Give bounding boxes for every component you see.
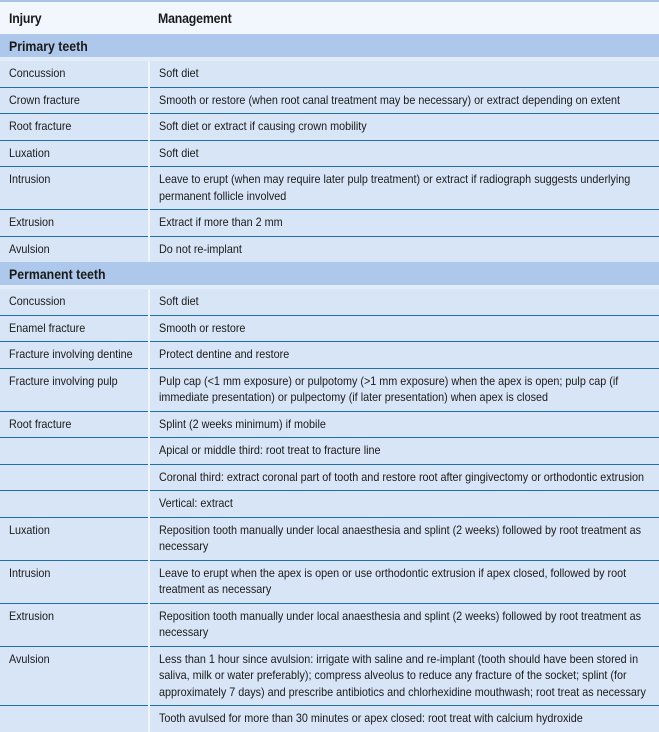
injury-cell [0,438,149,465]
injury-text: Enamel fracture [9,320,86,335]
management-cell [149,706,659,732]
management-cell [149,517,659,560]
management-cell [149,114,659,141]
management-text: Smooth or restore (when root canal treatment may be necessary) or extract depending on extent [159,92,621,107]
header-injury [0,1,149,34]
management-text: Smooth or restore [159,320,246,335]
table-row [0,464,659,491]
management-cell [149,315,659,342]
table-row [0,342,659,369]
management-cell [149,210,659,237]
injury-cell [0,210,149,237]
injury-text: Extrusion [9,608,55,623]
section-title [0,262,659,287]
injury-cell [0,315,149,342]
management-cell [149,603,659,646]
management-text: Reposition tooth manually under local anaesthesia and splint (2 weeks) followed by root treatment as necessary [159,522,642,553]
management-text: Do not re-implant [159,241,242,256]
injury-text: Concussion [9,294,66,308]
management-text: Apical or middle third: root treat to fracture line [159,443,381,457]
injury-text: Extrusion [9,215,55,229]
table-body [0,34,659,732]
injury-cell [0,646,149,706]
management-text: Extract if more than 2 mm [159,215,283,229]
management-cell [149,411,659,438]
table-row [0,517,659,560]
table-row [0,603,659,646]
table-row [0,59,659,87]
management-text: Soft diet or extract if causing crown mobility [159,119,367,133]
table-header-row [0,1,659,34]
injury-cell [0,287,149,315]
management-cell [149,59,659,87]
injury-text: Intrusion [9,565,51,580]
injury-cell [0,491,149,518]
management-cell [149,438,659,465]
injury-cell [0,87,149,114]
management-cell [149,560,659,603]
table-row [0,560,659,603]
injury-cell [0,706,149,732]
table-row [0,114,659,141]
management-text: Less than 1 hour since avulsion: irrigate with saline and re-implant (tooth should have been stored in saliva, milk or water preferably); compress alveolus to reduce any fracture of the socket; splint (for approximately 7 days) and prescribe antibiotics and chlorhexidine mouthwash; root treat as necessary [159,651,646,699]
injury-text: Concussion [9,66,66,80]
section-title-label: Permanent teeth [9,265,106,282]
table-row [0,315,659,342]
management-cell [149,646,659,706]
injury-cell [0,342,149,369]
section-title-label: Primary teeth [9,37,88,54]
management-text: Leave to erupt when the apex is open or use orthodontic extrusion if apex closed, followed by root treatment as necessary [159,565,627,596]
injury-cell [0,368,149,411]
injury-text: Luxation [9,145,50,160]
management-text: Pulp cap (<1 mm exposure) or pulpotomy (>1 mm exposure) when the apex is open; pulp cap (if immediate presentation) or pulpectomy (if later presentation) when apex is closed [159,373,619,404]
header-management [149,1,659,34]
injury-cell [0,59,149,87]
injury-text: Luxation [9,522,50,537]
table-row [0,167,659,210]
management-cell [149,491,659,518]
injury-text: Fracture involving pulp [9,373,118,388]
management-cell [149,87,659,114]
injury-text: Crown fracture [9,92,80,107]
injury-text: Avulsion [9,241,50,256]
management-text: Reposition tooth manually under local anaesthesia and splint (2 weeks) followed by root treatment as necessary [159,608,642,639]
injury-text: Root fracture [9,416,72,431]
header-injury-label: Injury [9,10,42,26]
management-text: Soft diet [159,66,199,80]
injury-cell [0,167,149,210]
table-row [0,287,659,315]
injury-cell [0,114,149,141]
header-management-label: Management [158,10,232,26]
management-text: Leave to erupt (when may require later pulp treatment) or extract if radiograph suggests underlying permanent follicle involved [159,172,631,203]
table-row [0,438,659,465]
management-cell [149,287,659,315]
table-row [0,411,659,438]
injury-cell [0,464,149,491]
injury-text: Avulsion [9,651,50,666]
table-row [0,646,659,706]
injury-cell [0,236,149,262]
injury-cell [0,603,149,646]
management-text: Coronal third: extract coronal part of tooth and restore root after gingivectomy or orthodontic extrusion [159,469,645,484]
table-row [0,491,659,518]
injury-text: Root fracture [9,119,72,133]
management-text: Vertical: extract [159,496,233,510]
table-row [0,210,659,237]
management-cell [149,464,659,491]
management-cell [149,167,659,210]
management-cell [149,342,659,369]
management-text: Soft diet [159,145,199,160]
section-title [0,34,659,59]
injury-text: Fracture involving dentine [9,347,133,361]
table-row [0,368,659,411]
injury-cell [0,560,149,603]
section-row [0,34,659,59]
management-cell [149,236,659,262]
table-row [0,236,659,262]
table-row [0,87,659,114]
management-text: Tooth avulsed for more than 30 minutes or apex closed: root treat with calcium hydroxide [159,711,583,725]
section-row [0,262,659,287]
management-cell [149,368,659,411]
management-text: Splint (2 weeks minimum) if mobile [159,416,326,431]
management-cell [149,140,659,167]
injury-text: Intrusion [9,172,51,186]
management-text: Soft diet [159,294,199,308]
injury-cell [0,517,149,560]
table-row [0,140,659,167]
table-row [0,706,659,732]
injury-cell [0,140,149,167]
management-text: Protect dentine and restore [159,347,290,361]
injury-cell [0,411,149,438]
